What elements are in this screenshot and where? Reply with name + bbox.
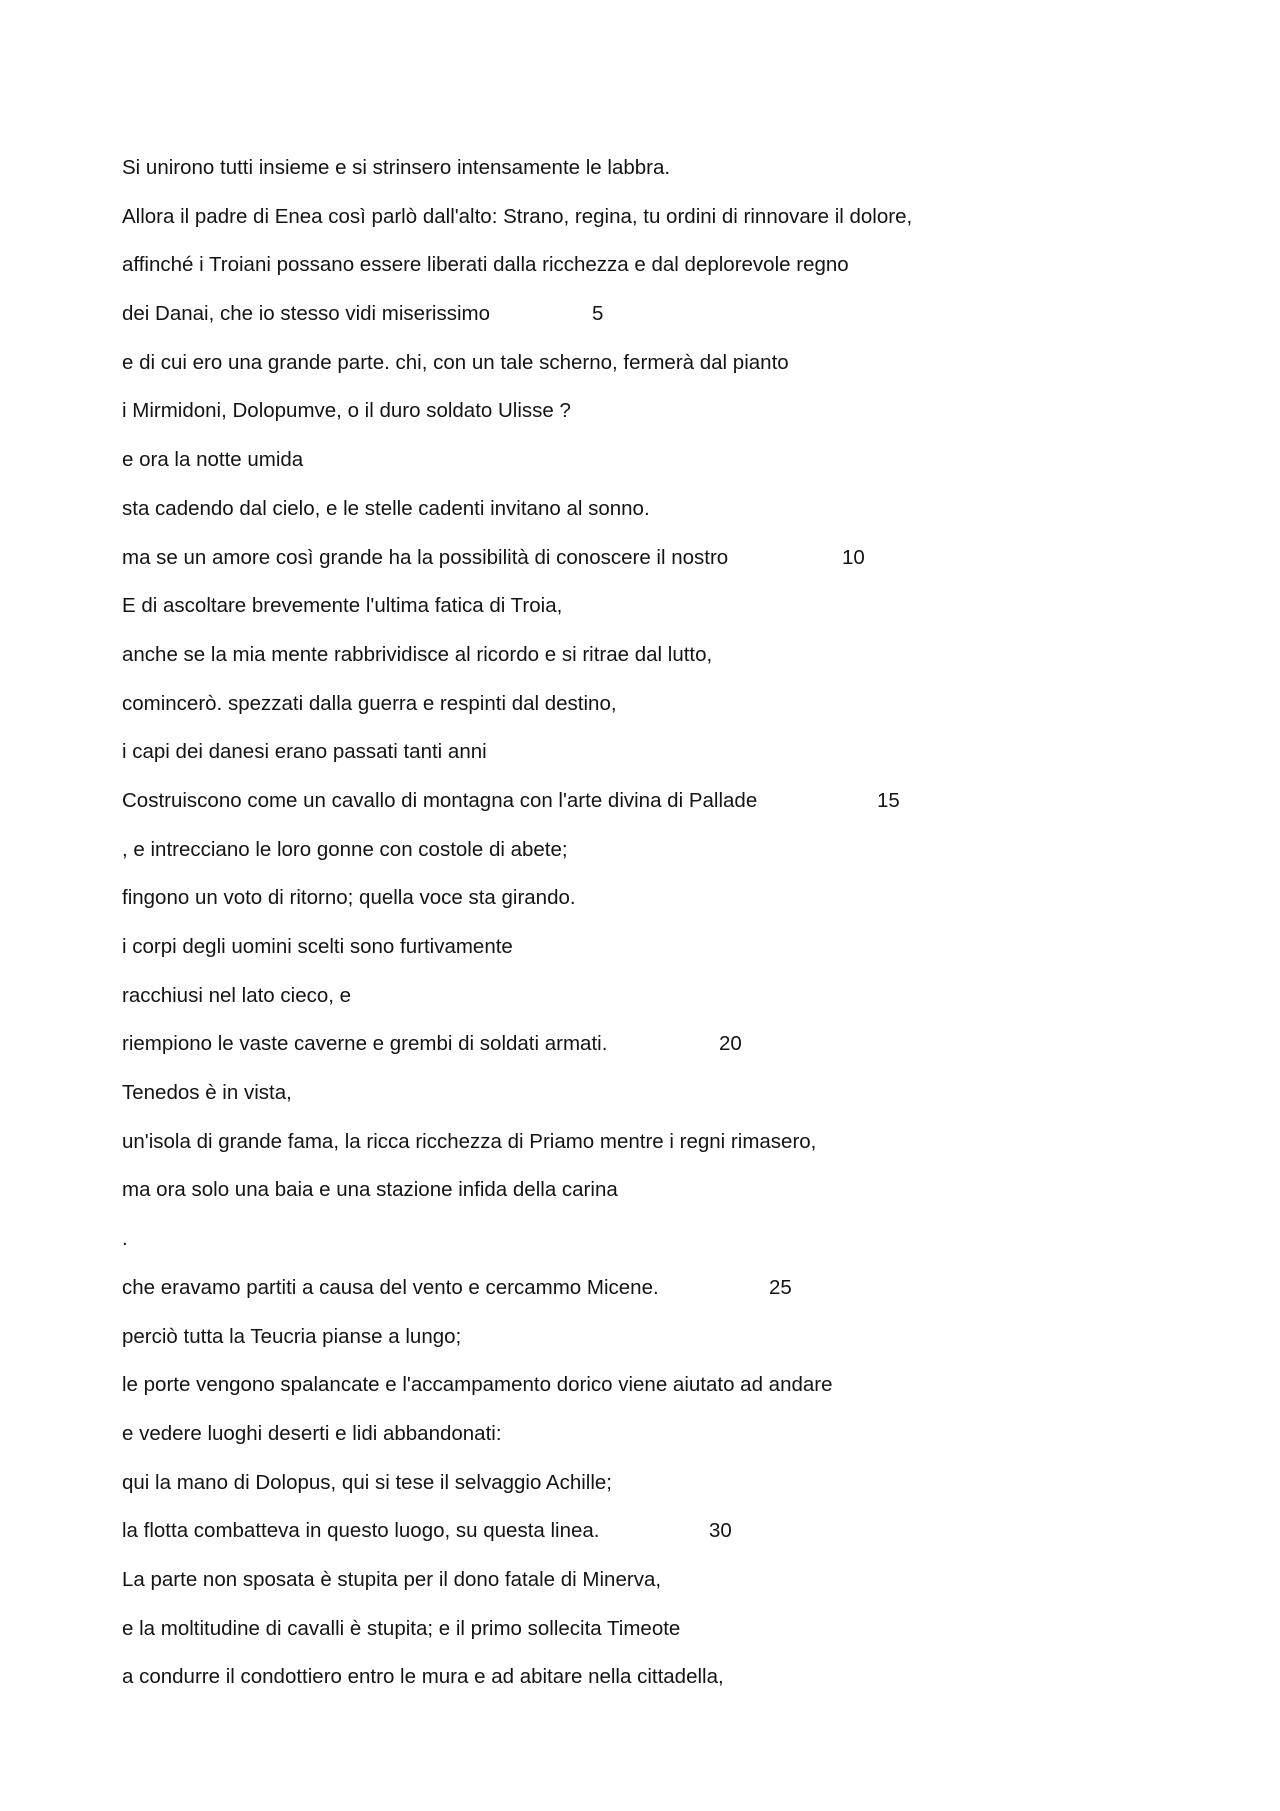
text-line xyxy=(122,1613,1162,1662)
text-line xyxy=(122,347,1162,396)
text-line xyxy=(122,590,1162,639)
line-text: dei Danai, che io stesso vidi miserissimo xyxy=(122,302,490,326)
line-text: La parte non sposata è stupita per il dono fatale di Minerva, xyxy=(122,1567,662,1591)
text-line xyxy=(122,493,1162,542)
text-line xyxy=(122,249,1162,298)
line-text: e ora la notte umida xyxy=(122,448,304,472)
line-text: , e intrecciano le loro gonne con costole di abete; xyxy=(122,837,568,861)
text-line xyxy=(122,1272,1162,1321)
line-text: sta cadendo dal cielo, e le stelle cadenti invitano al sonno. xyxy=(122,496,650,520)
line-number: 30 xyxy=(709,1519,732,1543)
line-text: la flotta combatteva in questo luogo, su questa linea. xyxy=(122,1519,600,1543)
line-text: perciò tutta la Teucria pianse a lungo; xyxy=(122,1324,462,1348)
text-line xyxy=(122,1126,1162,1175)
line-text: fingono un voto di ritorno; quella voce sta girando. xyxy=(122,886,576,910)
line-text: e di cui ero una grande parte. chi, con un tale scherno, fermerà dal pianto xyxy=(122,350,789,374)
text-line xyxy=(122,1028,1162,1077)
line-text: riempiono le vaste caverne e grembi di soldati armati. xyxy=(122,1032,608,1056)
line-text: anche se la mia mente rabbrividisce al ricordo e si ritrae dal lutto, xyxy=(122,642,713,666)
line-text: racchiusi nel lato cieco, e xyxy=(122,983,352,1007)
line-number: 5 xyxy=(592,302,604,326)
text-line xyxy=(122,882,1162,931)
text-line xyxy=(122,1467,1162,1516)
line-text: . xyxy=(122,1227,128,1251)
text-line xyxy=(122,395,1162,444)
text-line xyxy=(122,1564,1162,1613)
line-number: 20 xyxy=(719,1032,742,1056)
text-line xyxy=(122,1661,1162,1710)
line-number: 25 xyxy=(769,1275,792,1299)
line-text: Costruiscono come un cavallo di montagna con l'arte divina di Pallade xyxy=(122,788,758,812)
line-text: che eravamo partiti a causa del vento e cercammo Micene. xyxy=(122,1275,659,1299)
text-line xyxy=(122,1077,1162,1126)
text-line xyxy=(122,201,1162,250)
line-number: 10 xyxy=(842,545,865,569)
line-text: un'isola di grande fama, la ricca ricchezza di Priamo mentre i regni rimasero, xyxy=(122,1129,817,1153)
text-line xyxy=(122,931,1162,980)
text-line xyxy=(122,785,1162,834)
line-text: comincerò. spezzati dalla guerra e respinti dal destino, xyxy=(122,691,617,715)
line-text: E di ascoltare brevemente l'ultima fatica di Troia, xyxy=(122,594,563,618)
text-line xyxy=(122,1515,1162,1564)
text-line xyxy=(122,298,1162,347)
text-line xyxy=(122,1174,1162,1223)
line-text: affinché i Troiani possano essere liberati dalla ricchezza e dal deplorevole regno xyxy=(122,253,849,277)
text-line xyxy=(122,688,1162,737)
text-line xyxy=(122,444,1162,493)
line-text: Si unirono tutti insieme e si strinsero intensamente le labbra. xyxy=(122,156,671,179)
line-text: e la moltitudine di cavalli è stupita; e il primo sollecita Timeote xyxy=(122,1616,681,1640)
line-text: qui la mano di Dolopus, qui si tese il selvaggio Achille; xyxy=(122,1470,612,1494)
line-text: i Mirmidoni, Dolopumve, o il duro soldato Ulisse ? xyxy=(122,399,571,423)
text-line xyxy=(122,542,1162,591)
line-text: Tenedos è in vista, xyxy=(122,1081,292,1105)
line-text: i capi dei danesi erano passati tanti anni xyxy=(122,740,487,764)
line-text: ma ora solo una baia e una stazione infida della carina xyxy=(122,1178,618,1202)
text-line xyxy=(122,1369,1162,1418)
line-text: i corpi degli uomini scelti sono furtivamente xyxy=(122,935,513,958)
line-text: le porte vengono spalancate e l'accampamento dorico viene aiutato ad andare xyxy=(122,1373,833,1397)
text-line xyxy=(122,980,1162,1029)
text-line xyxy=(122,639,1162,688)
text-line xyxy=(122,736,1162,785)
line-text: ma se un amore così grande ha la possibilità di conoscere il nostro xyxy=(122,545,729,569)
text-line xyxy=(122,1418,1162,1467)
text-line xyxy=(122,834,1162,883)
line-text: e vedere luoghi deserti e lidi abbandonati: xyxy=(122,1421,502,1445)
text-line xyxy=(122,1321,1162,1370)
line-text: a condurre il condottiero entro le mura e ad abitare nella cittadella, xyxy=(122,1665,724,1689)
line-text: Allora il padre di Enea così parlò dall'alto: Strano, regina, tu ordini di rinnovare il dolore, xyxy=(122,204,913,228)
text-line xyxy=(122,152,1162,201)
poem-text xyxy=(122,152,1162,1710)
line-number: 15 xyxy=(877,788,900,812)
text-line xyxy=(122,1223,1162,1272)
